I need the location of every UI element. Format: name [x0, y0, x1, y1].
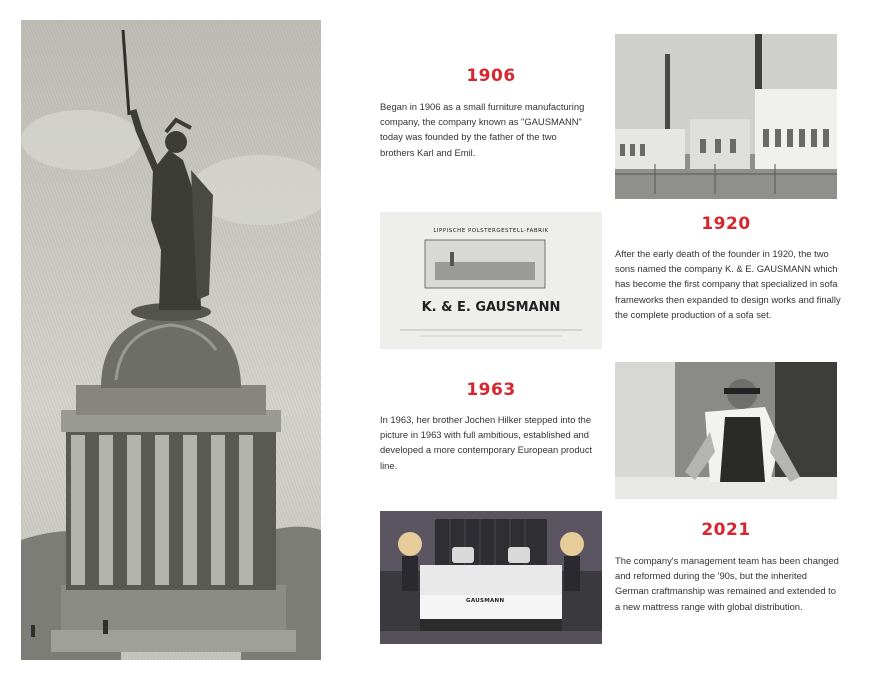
letterhead-company: K. & E. GAUSMANN	[421, 300, 561, 315]
mattress-label: GAUSMANN	[466, 598, 505, 604]
year-1906: 1906	[466, 66, 516, 86]
letterhead-top-line: LIPPISCHE POLSTERGESTELL-FABRIK	[433, 228, 549, 234]
letterhead-image	[380, 212, 602, 349]
year-1920: 1920	[701, 214, 751, 234]
mattress-photo	[380, 511, 602, 644]
year-2021: 2021	[701, 520, 751, 540]
factory-photo	[615, 34, 837, 199]
year-1963: 1963	[466, 380, 516, 400]
text-2021: The company's management team has been changed and reformed during the '90s, but the inherited German craftmanship was remained and extended to a new mattress range with global distribution.	[615, 555, 839, 612]
text-1906: Began in 1906 as a small furniture manufacturing company, the company known as "GAUSMANN" today was founded by the father of the two brothers Karl and Emil.	[380, 101, 585, 158]
text-1920: After the early death of the founder in 1920, the two sons named the company K. & E. GAUSMANN which has become the first company that specialized in sofa frameworks then expanded to design works and finally the complete production of a sofa set.	[615, 248, 841, 320]
text-1963: In 1963, her brother Jochen Hilker stepped into the picture in 1963 with full ambitious, established and developed a more contemporary European product line.	[380, 414, 593, 471]
monument-engraving	[21, 20, 321, 660]
craftsman-photo	[615, 362, 837, 499]
